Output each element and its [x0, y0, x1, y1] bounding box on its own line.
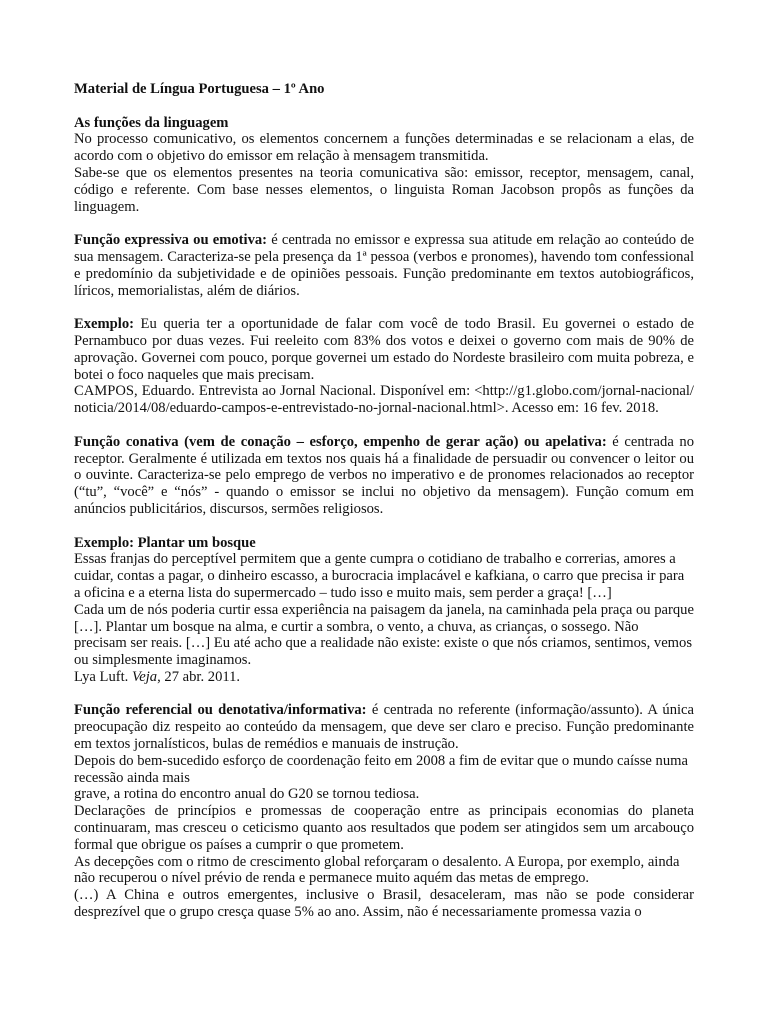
expressive-function-term: Função expressiva ou emotiva:	[74, 232, 268, 249]
referential-example-text: (…) A China e outros emergentes, inclusive o Brasil, desaceleram, mas não se pode considerar desprezível que o grupo cresça quase 5% ao ano. Assim, não é necessariamente promessa vazia o	[74, 887, 694, 921]
expressive-example-paragraph	[74, 316, 694, 383]
referential-function-paragraph	[74, 702, 694, 752]
conative-function-paragraph	[74, 434, 694, 518]
conative-example-heading: Exemplo: Plantar um bosque	[74, 534, 256, 551]
conative-example-text: Essas franjas do perceptível permitem que a gente cumpra o cotidiano de trabalho e correrias, amores a cuidar, contas a pagar, o dinheiro escasso, a burocracia implacável e kafkiana, o carro que precisa ir para a oficina e a eterna lista do supermercado – tudo isso e muito mais, sem perder a graça! […]	[74, 551, 685, 601]
conative-example-text: Cada um de nós poderia curtir essa experiência na paisagem da janela, na caminhada pela praça ou parque […]. Plantar um bosque na alma, e curtir a sombra, o vento, a chuva, as crianças, o sossego. Não precisam ser reais. […] Eu até acho que a realidade não existe: existe o que nós criamos, sentimos, vemos ou simplesmente imaginamos.	[74, 601, 694, 669]
spacer	[74, 215, 694, 232]
referential-function-term: Função referencial ou denotativa/informativa:	[74, 702, 367, 719]
referential-example-text: As decepções com o ritmo de crescimento global reforçaram o desalento. A Europa, por exemplo, ainda não recuperou o nível prévio de renda e permanece muito aquém das metas de emprego.	[74, 853, 680, 887]
referential-function-text: é centrada no referente (informação/assunto). A única preocupação diz respeito ao conteúdo da mensagem, que deve ser claro e preciso. Função predominante em textos jornalísticos, bulas de remédios e manuais de instrução.	[74, 702, 694, 753]
example-text: Eu queria ter a oportunidade de falar com você de todo Brasil. Eu governei o estado de Pernambuco por duas vezes. Fui reeleito com 83% dos votos e deixei o governo com mais de 90% de aprovação. Governei com pouco, porque governei um estado do Nordeste brasileiro com muita pobreza, e botei o foco naqueles que mais precisam.	[74, 316, 694, 383]
expressive-function-text: é centrada no emissor e expressa sua atitude em relação ao conteúdo de sua mensagem. Caracteriza-se pela presença da 1ª pessoa (verbos e pronomes), havendo tom confessional e predomínio da subjetividade e de opiniões pessoais. Função predominante em textos autobiográficos, líricos, memorialistas, além de diários.	[74, 232, 694, 299]
spacer	[74, 417, 694, 434]
expressive-function-paragraph	[74, 232, 694, 299]
spacer	[74, 686, 694, 703]
conative-example-source: Lya Luft. Veja, 27 abr. 2011.	[74, 668, 241, 685]
referential-example-text: Depois do bem-sucedido esforço de coordenação feito em 2008 a fim de evitar que o mundo caísse numa recessão ainda mais	[74, 752, 688, 786]
conative-function-term: Função conativa (vem de conação – esforço, empenho de gerar ação) ou apelativa:	[74, 433, 607, 450]
section-heading: As funções da linguagem	[74, 114, 229, 131]
magazine-name: Veja	[131, 668, 158, 685]
referential-example-text: Declarações de princípios e promessas de cooperação entre as principais economias do planeta continuaram, mas cresceu o ceticismo quanto aos resultados que podem ser atingidos sem um arcabouço formal que obrigue os países a cumprir o que prometem.	[74, 803, 694, 853]
referential-example-text: grave, a rotina do encontro anual do G20 se tornou tediosa.	[74, 786, 420, 803]
spacer	[74, 98, 694, 115]
expressive-example-source: CAMPOS, Eduardo. Entrevista ao Jornal Nacional. Disponível em: <http://g1.globo.com/jornal-nacional/ noticia/2014/08/eduardo-campos-e-entrevistado-no-jornal-nacional.html>. Acesso em: 16 fev. 2018.	[74, 383, 694, 417]
conative-function-text: é centrada no receptor. Geralmente é utilizada em textos nos quais há a finalidade de persuadir ou convencer o leitor ou o ouvinte. Caracteriza-se pelo emprego de verbos no imperativo e de pronomes relacionados ao receptor (“tu”, “você” e “nós” - quando o emissor se inclui no objetivo da mensagem). Função comum em anúncios publicitários, discursos, sermões religiosos.	[74, 433, 695, 517]
document-title: Material de Língua Portuguesa – 1º Ano	[74, 81, 325, 97]
spacer	[74, 518, 694, 535]
spacer	[74, 299, 694, 316]
example-label: Exemplo:	[74, 316, 134, 333]
intro-paragraph: No processo comunicativo, os elementos concernem a funções determinadas e se relacionam a elas, de acordo com o objetivo do emissor em relação à mensagem transmitida.	[74, 131, 694, 165]
intro-paragraph: Sabe-se que os elementos presentes na teoria comunicativa são: emissor, receptor, mensagem, canal, código e referente. Com base nesses elementos, o linguista Roman Jacobson propôs as funções da linguagem.	[74, 164, 694, 215]
